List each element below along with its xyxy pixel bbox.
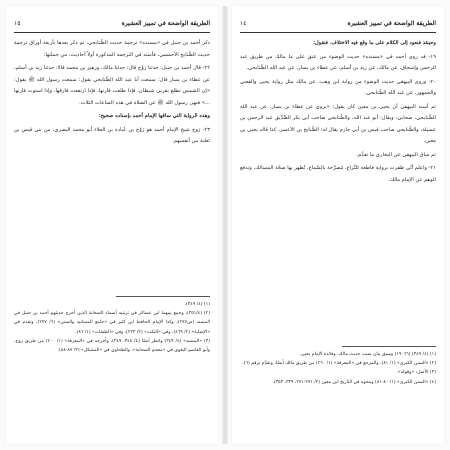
footnote: (٣) الأصل: «وقوله». <box>396 370 436 376</box>
footnotes <box>14 300 210 355</box>
footnote: (٣) «المسند» (٤/ ٣٤٩) وانظر أيضًا (٤/ ٣٤٨، ٣٤٩)، وأخرجه في «المعرفة» (١/ ٢٠٠) من طريق روح، وأبو القاسم البغوي في «معجم الصحابة»، والطحاوي في «المشكل» (٣/ ٨٧-٨٨). <box>14 338 210 354</box>
paragraph: ٢٢- قال أحمد بن حنبل: حدثنا رَوْح قال: حدثنا مالك، وزهير بن محمد قالا: حدثنا زيد بن أسلم، عن عطاء بن يسار قال: سمعت أبا عبد الله الصُّنابحي يقول: سمعت رسول الله ﷺ يقول: «إن الشمس تطلع بقرني شيطان، فإذا طلعت قارنها، فإذا ارتفعت فارقها، وإذا استوت فارنها ...» فنهى رسول الله ﷺ عن الصلاة في هذه الساعات الثلاث. <box>14 65 210 106</box>
book-gutter <box>222 6 228 444</box>
footnote: (١) (٤/ ٣٤٩) (١٩٠٦٦) وسيق بيان سبب حديث مالك، وفائدة الإمام يحيى. <box>299 352 436 357</box>
footnotes <box>240 350 436 387</box>
footnote: (١) (٤/ ٣٤٩). <box>184 302 210 307</box>
page-header <box>14 16 210 30</box>
page-body <box>240 38 436 188</box>
header-rule <box>14 32 210 33</box>
footnote: (٢) «السنن الكبرى» (١/ ٨١)، والمرجع في «المعرفة» (١/ ٢٦٠) من طريق مالك أيضًا، وتقدَّم برقم (٦). <box>242 361 436 367</box>
running-title: الطريقة الواضحة في تمييز العشيرة <box>347 19 436 27</box>
paragraph: ٢٠- وروى البيهقي حديث الوضوء من رواية ابن وهب، عن مالك مثل رواية يحيى والقعني والجمهور، عن عبد الله الصُّنابحي. <box>240 78 436 96</box>
footnote-rule <box>342 346 436 347</box>
paragraph: ٢٣- رَوح شيخ الإمام أحمد هو رَوْح بن عُبادة بن العلاء أبو محمد البصري، من بني قيس بن ثعلبة من أنفسهم. <box>14 126 210 144</box>
paragraph: ثم ساق البيهقي عن البخاري ما تقدَّم. <box>356 151 436 158</box>
header-rule <box>240 32 436 33</box>
page-header <box>240 16 436 30</box>
paragraph: وهذه الرواية التي ساقها الإمام أحمد بإسناده صحيح: <box>98 113 210 119</box>
paragraph: وحينئذ فنعود إلى الكلام على ما وقع فيه الاختلاف، فنقول: <box>313 40 436 46</box>
paragraph: ١٩- قد روى أحمد في «مسنده» حديث الوضوء من عنق على ما مالك من طريق عبد الرحمن وإسحاق، عن مالك، عن زيد بن أسلم، عن عطاء بن يسار، عن عبد الله الصُّنابحي. <box>240 53 436 71</box>
left-page <box>6 6 218 444</box>
footnote: (٢) (٣٥١/٤)، وجمع بينهما ابن عساكر في ترتيبه أسماء الصحابة الذين أخرج حديثهم أحمد بن حنبل في المسند (ص٢٧٧)، وكذا الإمام الحافظ ابن كثير في «جامع المسانيد والسنن» (٦/ ٢٧٧)، وتقدم في «الإصابة» (٢/ ٤٦٩)، وفي «النكت» (٢/ ٢٢٣)، وفي «الطبقات» (١/ ٨٦). <box>14 311 210 335</box>
right-page <box>232 6 444 444</box>
paragraph: ذكر أحمد بن حنبل في «مسنده» ترجمة حديث الصُّنابحي، ثم ذكر بعدها بأربعة أوراق ترجمة حديث الصُّنابح الأحمسي، فأسند في الترجمة المذكورة أولاً أحاديث، من جملتها: <box>14 40 210 58</box>
running-title: الطريقة الواضحة في تمييز العشيرة <box>121 19 210 27</box>
page-body <box>14 38 210 150</box>
paragraph: ٢١- واعلم أنّي ظفرت برواية قاطعة للنِّزاع، مُصرِّحة بالسَّماع، تُظهر بها صحّة المسالك، وتدفع الوهم عن الإمام مالك. <box>240 165 436 183</box>
footnote: (٤) «السنن الكبرى» (١/ ٨٠-٨١) وبنحوه في التاريخ ابن معين (٢/ ٢٧١-٢٧١، ٣٣٩، ٣٥٣). <box>272 379 436 385</box>
footnote-rule <box>116 296 210 297</box>
page-number: ١٤ <box>240 19 247 27</box>
page-number: ١٥ <box>14 19 21 27</box>
paragraph: ثم أسند البيهقي أن يحيى بن معين كان يقول: «يروي عن عطاء بن يسار، عن عبد الله الصُّنابحي، صحابي، ويقال: أبو عبد الله، والصُّنابحي صاحب أبي بكر الصِّدِّيق عبد الرحمن بن عسيلة، والصُّنابحي صاحب قيس بن أبي حازم يقال له: الصُّنابح بن الأعسر، كذا قاله يحيى بن معين. <box>240 103 436 144</box>
